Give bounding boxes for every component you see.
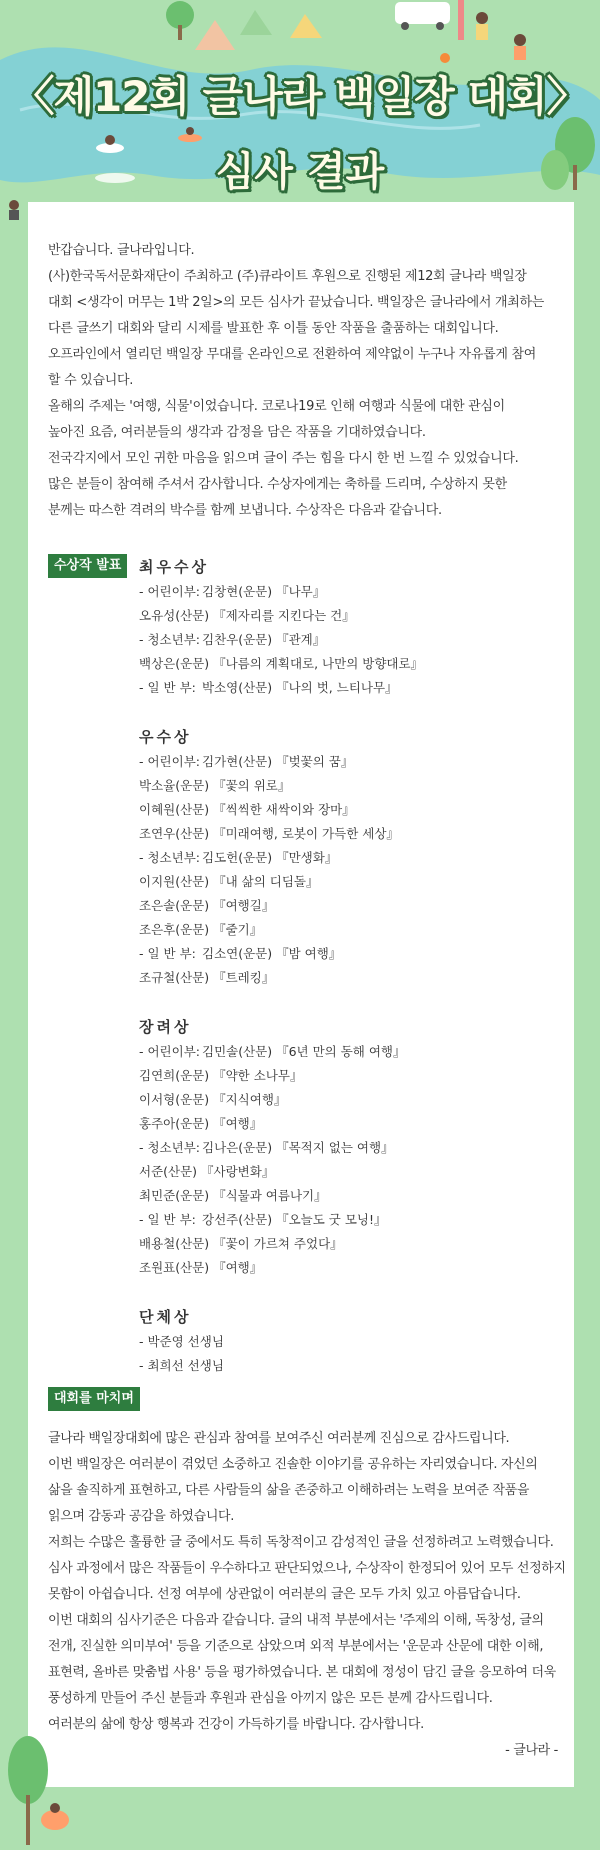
outro-text — [48, 1426, 566, 1764]
page-title: 〈제12회 글나라 백일장 대회〉 — [12, 72, 588, 121]
outro-line: 전개, 진실한 의미부여' 등을 기준으로 삼았으며 외적 부분에서는 '운문과 산문에 대한 이해, — [48, 1639, 544, 1654]
winner-entry: 이서형(운문) 『지식여행』 — [139, 1092, 287, 1107]
award-entry — [139, 774, 559, 798]
award-entry — [139, 604, 559, 628]
award-entry — [139, 822, 559, 846]
award-entry — [139, 846, 559, 870]
winner-entry: 김민솔(산문) 『6년 만의 동해 여행』 — [202, 1044, 406, 1059]
intro-line: 할 수 있습니다. — [48, 373, 134, 388]
award-entry — [139, 1112, 559, 1136]
winner-entry: 조연우(산문) 『미래여행, 로봇이 가득한 세상』 — [139, 826, 399, 841]
outro-line: 여러분의 삶에 항상 행복과 건강이 가득하기를 바랍니다. 감사합니다. — [48, 1717, 424, 1732]
outro-line: 읽으며 감동과 공감을 하였습니다. — [48, 1509, 235, 1524]
division-label: - 청소년부: — [139, 1140, 200, 1155]
outro-line: 삶을 솔직하게 표현하고, 다른 사람들의 삶을 존중하고 이해하려는 노력을 보여준 작품을 — [48, 1483, 530, 1498]
award-entry — [139, 1160, 559, 1184]
intro-line: 분께는 따스한 격려의 박수를 함께 보냅니다. 수상작은 다음과 같습니다. — [48, 503, 442, 518]
winner-entry: 김소연(운문) 『밤 여행』 — [202, 946, 342, 961]
award-entry — [139, 1208, 559, 1232]
winner-entry: 조원표(산문) 『여행』 — [139, 1260, 263, 1275]
award-entry — [139, 750, 559, 774]
winner-entry: 김창현(운문) 『나무』 — [202, 584, 326, 599]
division-label: - 일 반 부: — [139, 946, 196, 961]
awards-badge: 수상작 발표 — [48, 554, 127, 578]
outro-line: 풍성하게 만들어 주신 분들과 후원과 관심을 아끼지 않은 모든 분께 감사드립니다. — [48, 1691, 493, 1706]
outro-line: 못함이 아쉽습니다. 선정 여부에 상관없이 여러분의 글은 모두 가치 있고 아름답습니다. — [48, 1587, 521, 1602]
division-label: - 어린이부: — [139, 584, 200, 599]
award-category-title: 장려상 — [139, 1018, 192, 1036]
outro-badge: 대회를 마치며 — [48, 1387, 140, 1411]
award-entry — [139, 628, 559, 652]
winner-entry: 박소영(산문) 『나의 벗, 느티나무』 — [202, 680, 398, 695]
outro-line: 표현력, 올바른 맞춤법 사용' 등을 평가하였습니다. 본 대회에 정성이 담긴 글을 응모하여 더욱 — [48, 1665, 556, 1680]
intro-line: 대회 <생각이 머무는 1박 2일>의 모든 심사가 끝났습니다. 백일장은 글나라에서 개최하는 — [48, 295, 545, 310]
winner-entry: - 최희선 선생님 — [139, 1358, 224, 1373]
award-category-title: 최우수상 — [139, 558, 209, 576]
winner-entry: 백상은(운문) 『나름의 계획대로, 나만의 방향대로』 — [139, 656, 424, 671]
award-entry — [139, 1256, 559, 1280]
hiker-icon — [9, 200, 19, 220]
outro-line: 이번 백일장은 여러분이 겪었던 소중하고 진솔한 이야기를 공유하는 자리였습니다. 자신의 — [48, 1457, 538, 1472]
winner-entry: 이혜원(산문) 『씩씩한 새싹이와 장마』 — [139, 802, 355, 817]
award-entry — [139, 1354, 559, 1378]
award-entry — [139, 652, 559, 676]
division-label: - 청소년부: — [139, 850, 200, 865]
award-category-title: 단체상 — [139, 1308, 192, 1326]
award-entry — [139, 1040, 559, 1064]
award-entry — [139, 580, 559, 604]
outro-line: 심사 과정에서 많은 작품들이 우수하다고 판단되었으나, 수상작이 한정되어 있어 모두 선정하지 — [48, 1561, 566, 1576]
intro-text — [48, 238, 558, 524]
award-entry — [139, 942, 559, 966]
award-entry — [139, 1088, 559, 1112]
winner-entry: 김나은(운문) 『목적지 없는 여행』 — [202, 1140, 394, 1155]
winner-entry: 강선주(산문) 『오늘도 굿 모닝!』 — [202, 1212, 387, 1227]
winner-entry: 김연희(운문) 『약한 소나무』 — [139, 1068, 303, 1083]
award-entry — [139, 798, 559, 822]
division-label: - 일 반 부: — [139, 680, 196, 695]
winner-entry: 조규철(산문) 『트레킹』 — [139, 970, 275, 985]
intro-line: (사)한국독서문화재단이 주최하고 (주)큐라이트 후원으로 진행된 제12회 글나라 백일장 — [48, 269, 527, 284]
signature: - 글나라 - — [505, 1743, 558, 1758]
intro-line: 반갑습니다. 글나라입니다. — [48, 243, 195, 258]
award-category-title: 우수상 — [139, 728, 192, 746]
tree-icon — [0, 1720, 80, 1850]
award-entry — [139, 1136, 559, 1160]
winner-entry: 박소율(운문) 『꽃의 위로』 — [139, 778, 291, 793]
winner-entry: 서준(산문) 『사랑변화』 — [139, 1164, 275, 1179]
winner-entry: 배용철(산문) 『꽃이 가르쳐 주었다』 — [139, 1236, 343, 1251]
winner-entry: - 박준영 선생님 — [139, 1334, 224, 1349]
award-entry — [139, 676, 559, 700]
intro-line: 많은 분들이 참여해 주셔서 감사합니다. 수상자에게는 축하를 드리며, 수상하지 못한 — [48, 477, 507, 492]
outro-line: 이번 대회의 심사기준은 다음과 같습니다. 글의 내적 부분에서는 '주제의 이해, 독창성, 글의 — [48, 1613, 544, 1628]
winner-entry: 김찬우(운문) 『관계』 — [202, 632, 326, 647]
winner-entry: 이지원(산문) 『내 삶의 디딤돌』 — [139, 874, 319, 889]
division-label: - 어린이부: — [139, 754, 200, 769]
outro-line: 글나라 백일장대회에 많은 관심과 참여를 보여주신 여러분께 진심으로 감사드립니다. — [48, 1431, 510, 1446]
winner-entry: 홍주아(운문) 『여행』 — [139, 1116, 263, 1131]
winner-entry: 최민준(운문) 『식물과 여름나기』 — [139, 1188, 327, 1203]
page-subtitle: 심사 결과 — [215, 149, 385, 195]
award-entry — [139, 966, 559, 990]
intro-line: 높아진 요즘, 여러분들의 생각과 감정을 담은 작품을 기대하였습니다. — [48, 425, 426, 440]
award-entry — [139, 870, 559, 894]
award-entry — [139, 894, 559, 918]
winner-entry: 김가현(산문) 『벚꽃의 꿈』 — [202, 754, 354, 769]
winner-entry: 조은솔(운문) 『여행길』 — [139, 898, 275, 913]
award-entry — [139, 918, 559, 942]
award-entry — [139, 1330, 559, 1354]
winner-entry: 오유성(산문) 『제자리를 지킨다는 건』 — [139, 608, 355, 623]
intro-line: 오프라인에서 열리던 백일장 무대를 온라인으로 전환하여 제약없이 누구나 자유롭게 참여 — [48, 347, 537, 362]
award-entry — [139, 1232, 559, 1256]
winner-entry: 김도헌(운문) 『만생화』 — [202, 850, 338, 865]
division-label: - 청소년부: — [139, 632, 200, 647]
awards-list — [139, 554, 559, 1378]
division-label: - 일 반 부: — [139, 1212, 196, 1227]
intro-line: 올해의 주제는 '여행, 식물'이었습니다. 코로나19로 인해 여행과 식물에 대한 관심이 — [48, 399, 505, 414]
intro-line: 전국각지에서 모인 귀한 마음을 읽으며 글이 주는 힘을 다시 한 번 느낄 수 있었습니다. — [48, 451, 519, 466]
award-entry — [139, 1184, 559, 1208]
content-card — [28, 202, 574, 1787]
outro-line: 저희는 수많은 훌륭한 글 중에서도 특히 독창적이고 감성적인 글을 선정하려고 노력했습니다. — [48, 1535, 554, 1550]
division-label: - 어린이부: — [139, 1044, 200, 1059]
intro-line: 다른 글쓰기 대회와 달리 시제를 발표한 후 이틀 동안 작품을 출품하는 대회입니다. — [48, 321, 499, 336]
winner-entry: 조은후(운문) 『줄기』 — [139, 922, 263, 937]
award-entry — [139, 1064, 559, 1088]
